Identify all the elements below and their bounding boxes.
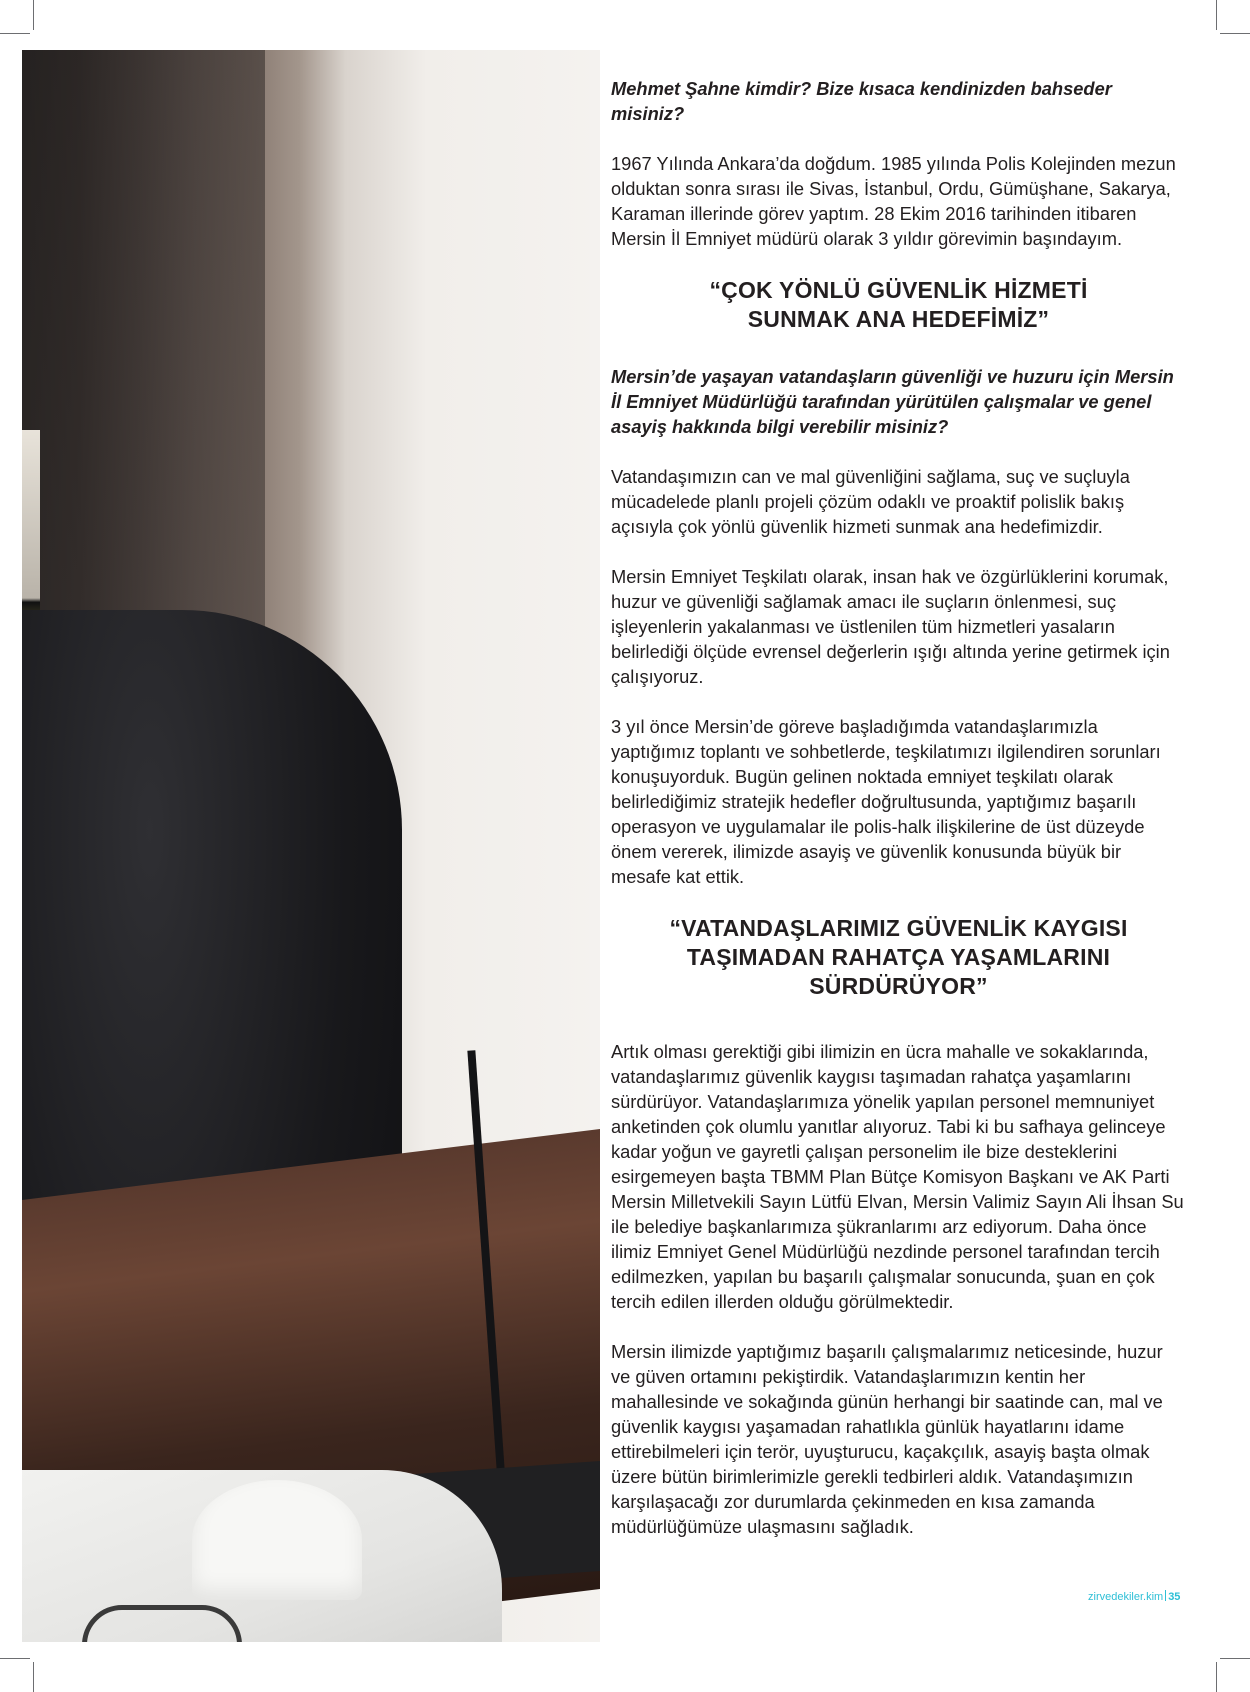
- pull-heading-2-line-1: “VATANDAŞLARIMIZ GÜVENLİK KAYGISI: [669, 915, 1128, 941]
- crop-mark-bottom-left: [33, 1662, 34, 1692]
- pull-heading-1: [611, 276, 1186, 334]
- footer-divider: [1165, 1590, 1166, 1601]
- crop-mark-top-left-h: [0, 33, 30, 34]
- answer-3-paragraph-2: Mersin ilimizde yaptığımız başarılı çalışmalarımız neticesinde, huzur ve güven ortamını pekiştirdik. Vatandaşlarımızın kentin her mahallesinde ve sokağında günün herhangi bir saatinde can, mal ve güvenlik kaygısı yaşamadan rahatlıkla günlük hayatlarını idame ettirebilmeleri için terör, uyuşturucu, kaçakçılık, asayiş başta olmak üzere bütün birimlerimizle gerekli tedbirleri aldık. Vatandaşımızın karşılaşacağı zor durumlarda çekinmeden en kısa zamanda müdürlüğümüze ulaşmasını sağladık.: [611, 1341, 1163, 1537]
- question-1: Mehmet Şahne kimdir? Bize kısaca kendinizden bahseder misiniz?: [611, 78, 1112, 124]
- answer-2-paragraph-3: 3 yıl önce Mersin’de göreve başladığımda vatandaşlarımızla yaptığımız toplantı ve sohbetlerde, teşkilatımızı ilgilendiren sorunları konuşuyorduk. Bugün gelinen noktada emniyet teşkilatı olarak belirlediğimiz stratejik hedefler doğrultusunda, yaptığımız başarılı operasyon ve uygulamalar ile polis-halk ilişkilerine de üst düzeyde önem vererek, ilimizde asayiş ve güvenlik konusunda büyük bir mesafe kat ettik.: [611, 716, 1161, 887]
- answer-3-paragraph-1: Artık olması gerektiği gibi ilimizin en ücra mahalle ve sokaklarında, vatandaşlarımız güvenlik kaygısı taşımadan rahatça yaşamlarını sürdürüyor. Vatandaşlarımıza yönelik yapılan personel memnuniyet anketinden çok olumlu yanıtlar alıyoruz. Tabi ki bu safhaya gelinceye kadar yoğun ve gayretli çalışan personelim ile bize desteklerini esirgemeyen başta TBMM Plan Bütçe Komisyon Başkanı ve AK Parti Mersin Milletvekili Sayın Lütfü Elvan, Mersin Valimiz Sayın Ali İhsan Su ile belediye başkanlarımıza şükranlarımı arz ediyorum. Daha önce ilimiz Emniyet Genel Müdürlüğü nezdinde personel tarafından tercih edilmezken, yapılan bu başarılı çalışmalar sonucunda, şuan en çok tercih edilen illerden olduğu görülmektedir.: [611, 1041, 1184, 1312]
- pull-heading-1-line-2: SUNMAK ANA HEDEFİMİZ”: [747, 306, 1050, 332]
- answer-2-paragraph-2: Mersin Emniyet Teşkilatı olarak, insan hak ve özgürlüklerini korumak, huzur ve güvenliği sağlamak amacı ile suçların önlenmesi, suç işleyenlerin yakalanması ve üstlenilen tüm hizmetleri yasaların belirlediği ölçüde evrensel değerlerin ışığı altında yerine getirmek için çalışıyoruz.: [611, 566, 1170, 687]
- footer-site: zirvedekiler.kim: [1088, 1591, 1164, 1603]
- crop-mark-top-right: [1216, 0, 1217, 30]
- crop-mark-top-left: [33, 0, 34, 30]
- answer-2-paragraph-1: Vatandaşımızın can ve mal güvenliğini sağlama, suç ve suçluyla mücadelede planlı projeli çözüm odaklı ve proaktif polislik bakış açısıyla çok yönlü güvenlik hizmeti sunmak ana hedefimizdir.: [611, 466, 1130, 537]
- crop-mark-bottom-right: [1216, 1662, 1217, 1692]
- page-footer: [1088, 1590, 1180, 1603]
- crop-mark-top-right-h: [1220, 33, 1250, 34]
- crop-mark-bottom-left-h: [0, 1658, 30, 1659]
- photo-glasses: [82, 1605, 242, 1642]
- answer-1: 1967 Yılında Ankara’da doğdum. 1985 yılında Polis Kolejinden mezun olduktan sonra sırası ile Sivas, İstanbul, Ordu, Gümüşhane, Sakarya, Karaman illerinde görev yaptım. 28 Ekim 2016 tarihinden itibaren Mersin İl Emniyet müdürü olarak 3 yıldır görevimin başındayım.: [611, 153, 1176, 249]
- question-2: Mersin’de yaşayan vatandaşların güvenliği ve huzuru için Mersin İl Emniyet Müdürlüğü tarafından yürütülen çalışmalar ve genel asayiş hakkında bilgi verebilir misiniz?: [611, 366, 1174, 437]
- photo-cup: [192, 1480, 362, 1600]
- pull-heading-2: [611, 914, 1186, 1001]
- pull-heading-2-line-2: TAŞIMADAN RAHATÇA YAŞAMLARINI: [686, 944, 1111, 970]
- crop-mark-bottom-right-h: [1220, 1658, 1250, 1659]
- pull-heading-1-line-1: “ÇOK YÖNLÜ GÜVENLİK HİZMETİ: [709, 277, 1088, 303]
- page-number: 35: [1168, 1591, 1181, 1603]
- pull-heading-2-line-3: SÜRDÜRÜYOR”: [809, 973, 988, 999]
- article-column: [611, 76, 1186, 1564]
- interview-photo: [22, 50, 600, 1642]
